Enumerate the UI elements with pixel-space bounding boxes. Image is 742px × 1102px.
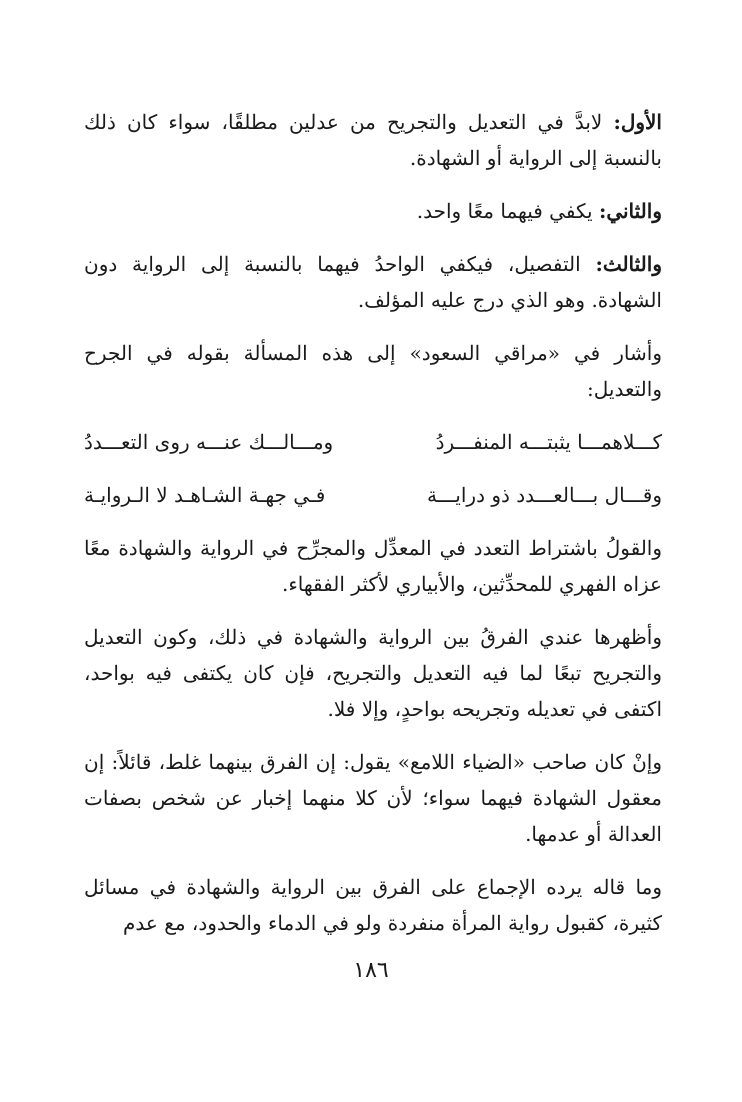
paragraph-text: يكفي فيهما معًا واحد. — [416, 199, 599, 223]
paragraph-second-opinion — [84, 193, 662, 229]
verse-first-hemistich: وقـــال بـــالعـــدد ذو درايـــة — [426, 483, 662, 507]
paragraph-lead: والثاني: — [598, 199, 662, 223]
paragraph-text: لابدَّ في التعديل والتجريح من عدلين مطلقًا، سواء كان ذلك بالنسبة إلى الرواية أو الشهادة. — [84, 110, 662, 170]
verse-second-hemistich: فـي جهـة الشـاهـد لا الـروايـة — [84, 483, 326, 507]
paragraph-text: وما قاله يرده الإجماع على الفرق بين الرواية والشهادة في مسائل كثيرة، كقبول رواية المرأة منفردة ولو في الدماء والحدود، مع عدم — [84, 875, 662, 935]
paragraph-plurality-opinion — [84, 530, 662, 602]
page-number: ١٨٦ — [353, 958, 389, 983]
verse-first-hemistich: كـــلاهمـــا يثبتـــه المنفـــردُ — [435, 430, 662, 454]
verse-line — [84, 477, 662, 513]
paragraph-consensus-rebuttal — [84, 869, 662, 941]
paragraph-author-view — [84, 619, 662, 727]
page-body — [84, 104, 662, 958]
paragraph-lead: والثالث: — [595, 252, 662, 276]
verse-second-hemistich: ومـــالـــك عنـــه روى التعـــددُ — [84, 430, 334, 454]
paragraph-dhiya-lami — [84, 744, 662, 852]
paragraph-text: التفصيل، فيكفي الواحدُ فيهما بالنسبة إلى الرواية دون الشهادة. وهو الذي درج عليه المؤلف. — [84, 252, 662, 312]
paragraph-text: والقولُ باشتراط التعدد في المعدِّل والمجرِّح في الرواية والشهادة معًا عزاه الفهري للمحدِّثين، والأبياري لأكثر الفقهاء. — [84, 536, 662, 596]
paragraph-lead: الأول: — [613, 110, 662, 134]
paragraph-text: وإنْ كان صاحب «الضياء اللامع» يقول: إن الفرق بينهما غلط، قائلاً: إن معقول الشهادة فيهما سواء؛ لأن كلا منهما إخبار عن شخص بصفات العدالة أو عدمها. — [84, 750, 662, 846]
paragraph-text: وأشار في «مراقي السعود» إلى هذه المسألة بقوله في الجرح والتعديل: — [84, 341, 662, 401]
verse-line — [84, 424, 662, 460]
paragraph-first-opinion — [84, 104, 662, 176]
paragraph-text: وأظهرها عندي الفرقُ بين الرواية والشهادة في ذلك، وكون التعديل والتجريح تبعًا لما فيه التعديل والتجريح، فإن كان يكتفى فيه بواحد، اكتفى في تعديله وتجريحه بواحدٍ، وإلا فلا. — [84, 625, 662, 721]
paragraph-third-opinion — [84, 246, 662, 318]
paragraph-maraqi-reference — [84, 335, 662, 407]
